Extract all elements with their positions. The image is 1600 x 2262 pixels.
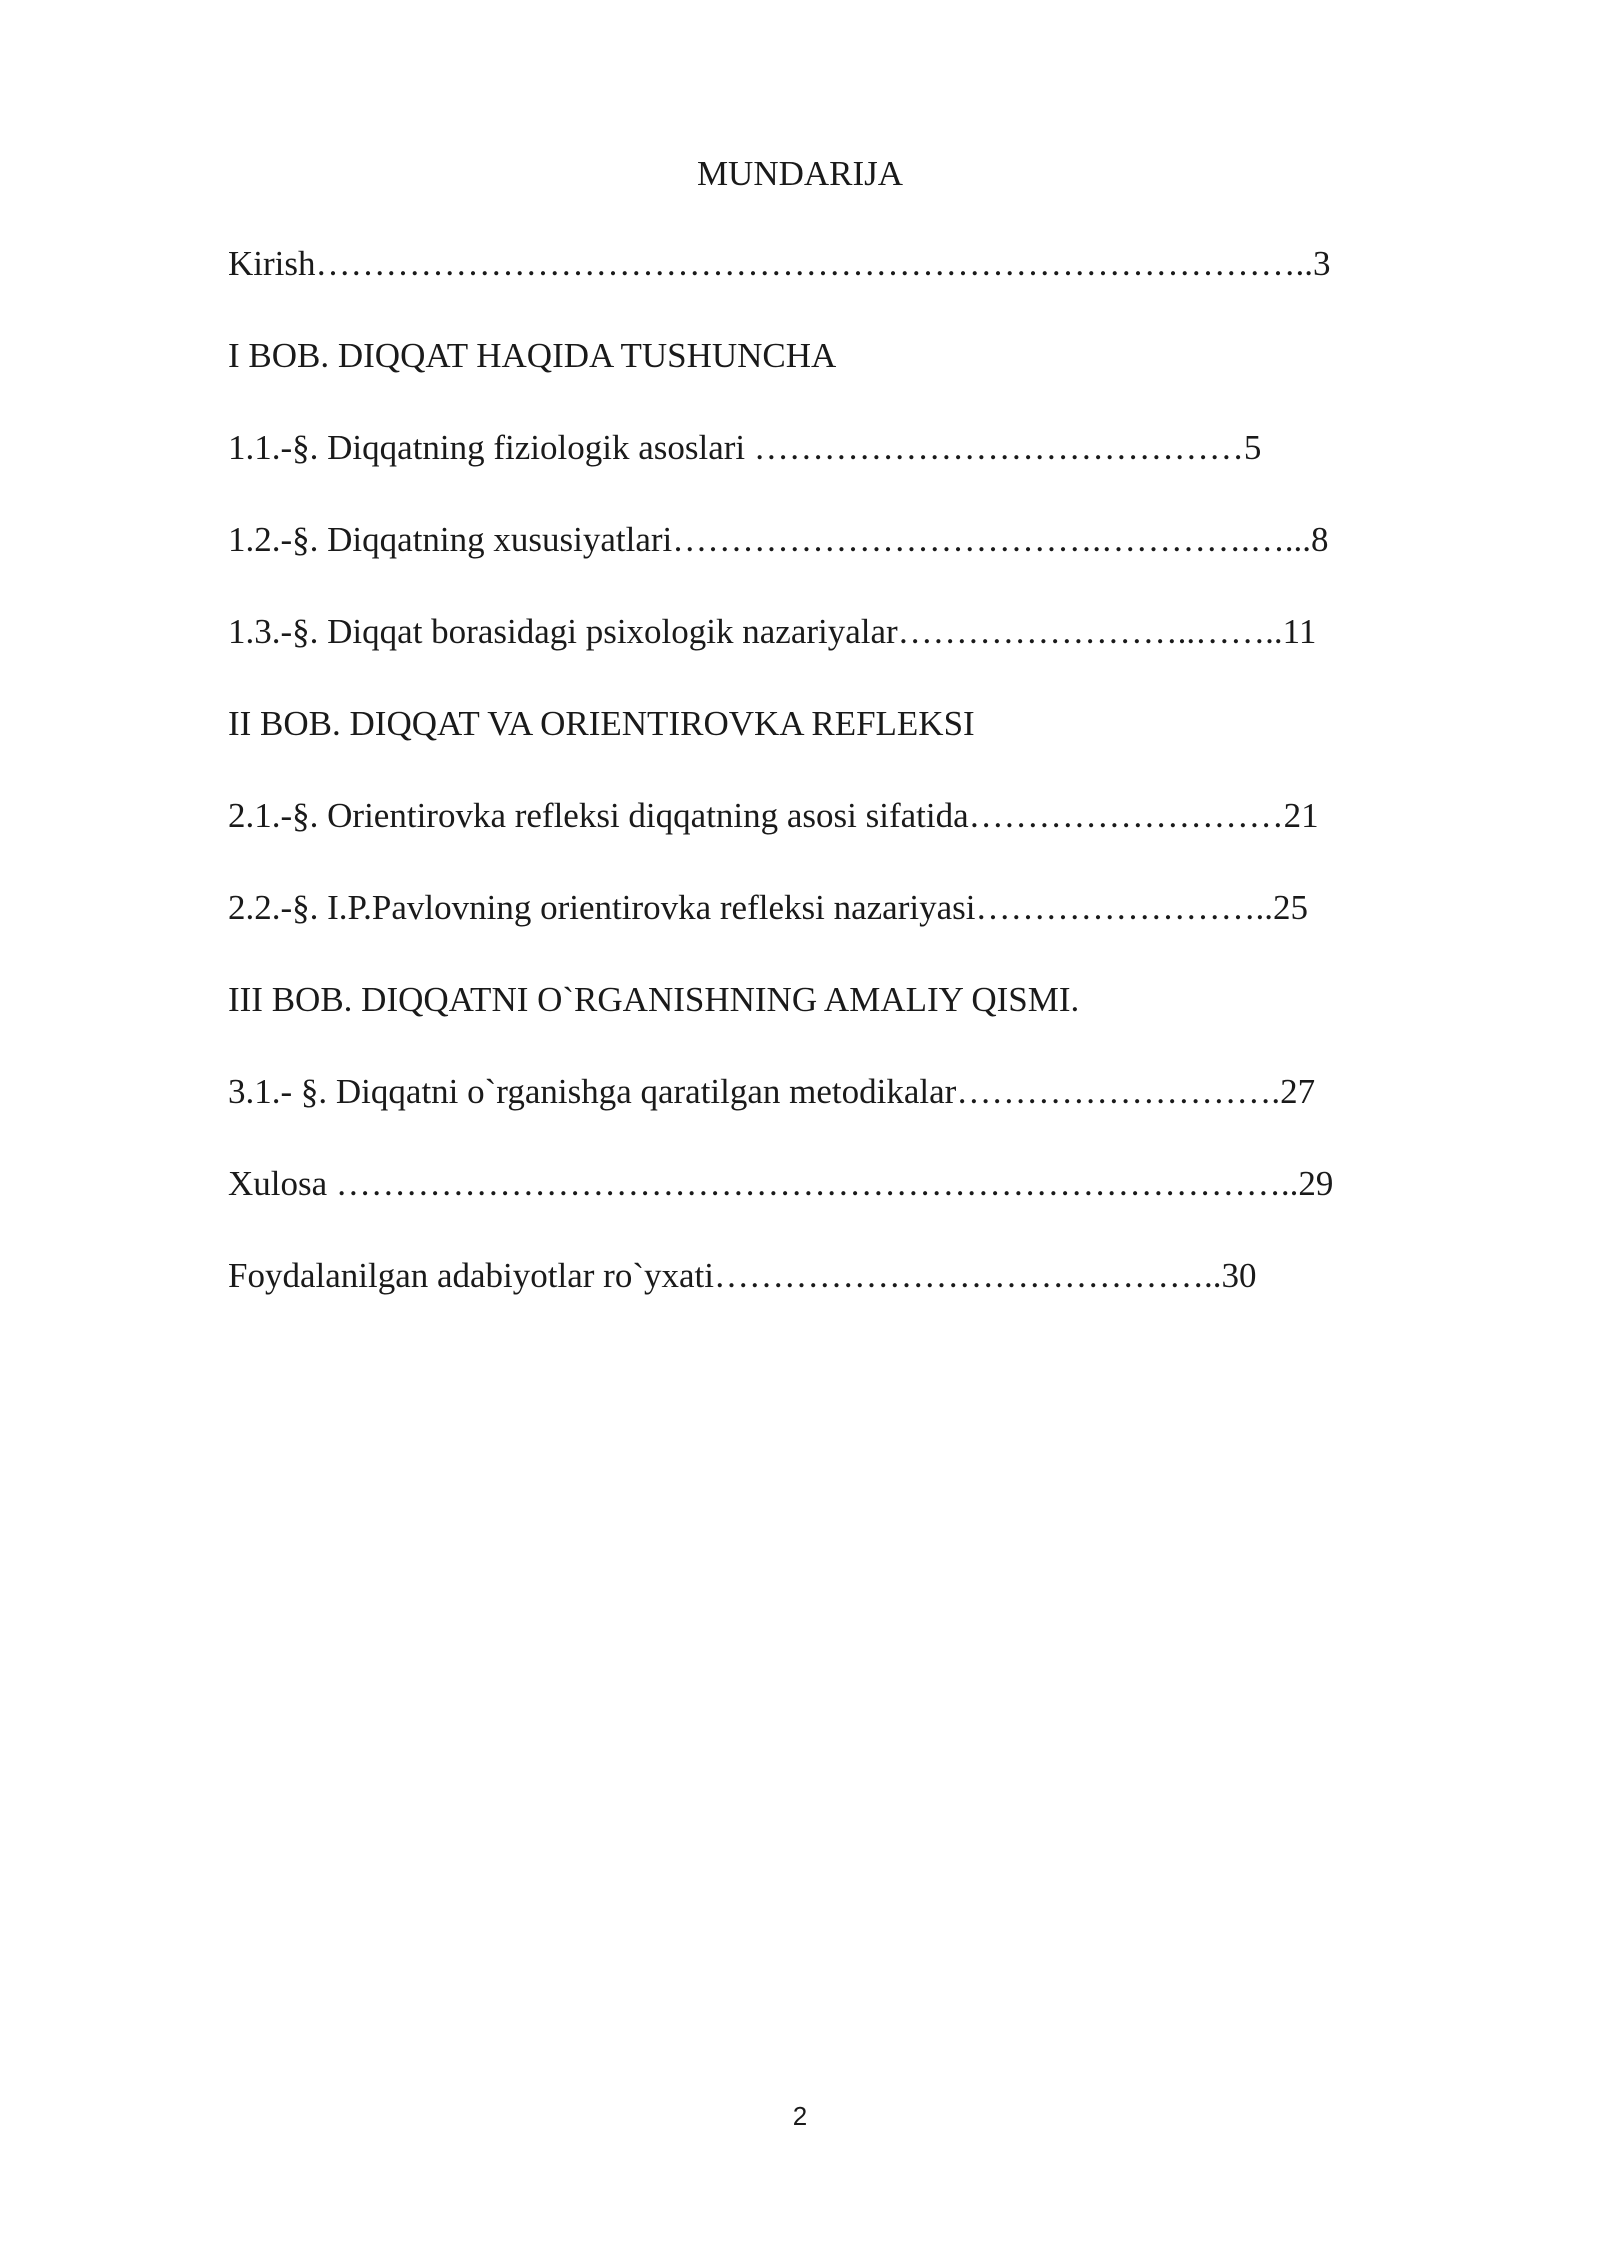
toc-entry-1-1: 1.1.-§. Diqqatning fiziologik asoslari ……………………………………5 xyxy=(228,428,1262,467)
toc-chapter-2: II BOB. DIQQAT VA ORIENTIROVKA REFLEKSI xyxy=(228,704,975,743)
page-number: 2 xyxy=(792,2101,808,2131)
toc-title: MUNDARIJA xyxy=(696,154,904,193)
toc-entry-conclusion: Xulosa ………………………………………………………………………..29 xyxy=(228,1164,1334,1203)
toc-entry-1-2: 1.2.-§. Diqqatning xususiyatlari……………………………….………….…...8 xyxy=(228,520,1329,559)
table-of-contents xyxy=(228,240,1428,1344)
toc-entry-references: Foydalanilgan adabiyotlar ro`yxati……………………………………..30 xyxy=(228,1256,1257,1295)
toc-entry-1-3: 1.3.-§. Diqqat borasidagi psixologik nazariyalar……………………..……..11 xyxy=(228,612,1317,651)
toc-chapter-3: III BOB. DIQQATNI O`RGANISHNING AMALIY QISMI. xyxy=(228,980,1080,1019)
toc-entry-2-2: 2.2.-§. I.P.Pavlovning orientirovka refleksi nazariyasi……………………..25 xyxy=(228,888,1308,927)
toc-entry-introduction: Kirish…………………………………………………………………………..3 xyxy=(228,244,1331,283)
toc-chapter-1: I BOB. DIQQAT HAQIDA TUSHUNCHA xyxy=(228,336,837,375)
toc-entry-3-1: 3.1.- §. Diqqatni o`rganishga qaratilgan metodikalar……………………….27 xyxy=(228,1072,1316,1111)
toc-entry-2-1: 2.1.-§. Orientirovka refleksi diqqatning asosi sifatida………………………21 xyxy=(228,796,1319,835)
